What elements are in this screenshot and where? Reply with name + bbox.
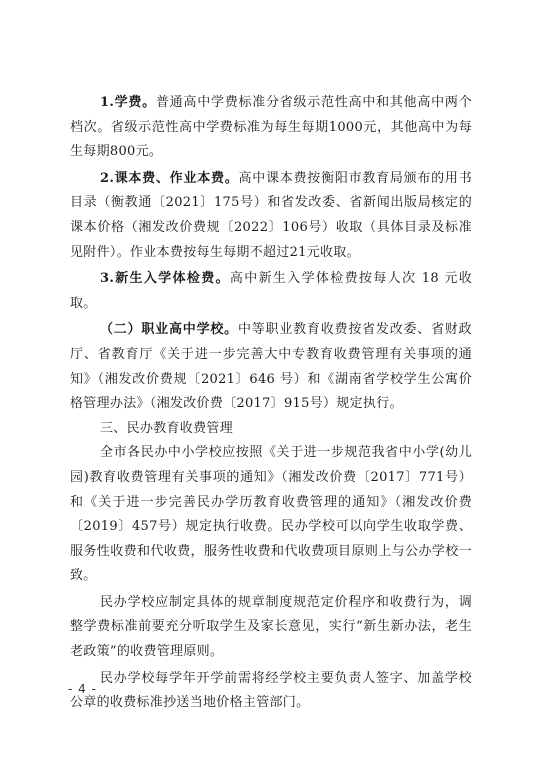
paragraph-private-school-filing: 民办学校每学年开学前需将经学校主要负责人签字、加盖学校公章的收费标准抄送当地价格主管部门。 (70, 670, 472, 711)
paragraph-tuition (70, 91, 472, 165)
paragraph-lead: 1.学费。 (100, 95, 156, 110)
paragraph-lead: （二）职业高中学校。 (100, 322, 238, 338)
paragraph-lead: 2.课本费、作业本费。 (100, 170, 239, 186)
document-body (70, 91, 472, 716)
paragraph-lead: 3.新生入学体检费。 (100, 271, 230, 287)
paragraph-text: 高中新生入学体检费按每人次 18 元收取。 (70, 271, 472, 311)
page-number: - 4 - (68, 682, 97, 696)
paragraph-private-school-pricing: 民办学校应制定具体的规章制度规范定价程序和收费行为，调整学费标准前要充分听取学生及家长意见，实行“新生新办法，老生老政策”的收费管理原则。 (70, 594, 472, 660)
paragraph-textbook-fee (70, 167, 472, 265)
paragraph-private-school-rules: 全市各民办中小学校应按照《关于进一步规范我省中小学(幼儿园)教育收费管理有关事项的通知》（湘发改价费〔2017〕771号）和《关于进一步完善民办学历教育收费管理的通知》（湘发改价费〔2019〕457号）规定执行收费。民办学校可以向学生收取学费、服务性收费和代收费，服务性收费和代收费项目原则上与公办学校一致。 (70, 445, 472, 584)
section-heading: 三、民办教育收费管理 (100, 420, 234, 436)
paragraph-vocational-school (70, 318, 472, 416)
paragraph-text: 高中课本费按衡阳市教育局颁布的用书目录（衡教通〔2021〕175号）和省发改委、省新闻出版局核定的课本价格（湘发改价费规〔2022〕106号）收取（具体目录及标准见附件）。作业本费按每生每期不超过21元收取。 (70, 170, 472, 260)
paragraph-text: 普通高中学费标准分省级示范性高中和其他高中两个档次。省级示范性高中学费标准为每生每期1000元，其他高中为每生每期800元。 (70, 95, 472, 160)
paragraph-medical-exam-fee (70, 267, 472, 316)
paragraph-text: 中等职业教育收费按省发改委、省财政厅、省教育厅《关于进一步完善大中专教育收费管理有关事项的通知》（湘发改价费规〔2021〕646 号）和《湖南省学校学生公寓价格管理办法》（湘发改价费〔2017〕915号）规定执行。 (70, 322, 472, 412)
